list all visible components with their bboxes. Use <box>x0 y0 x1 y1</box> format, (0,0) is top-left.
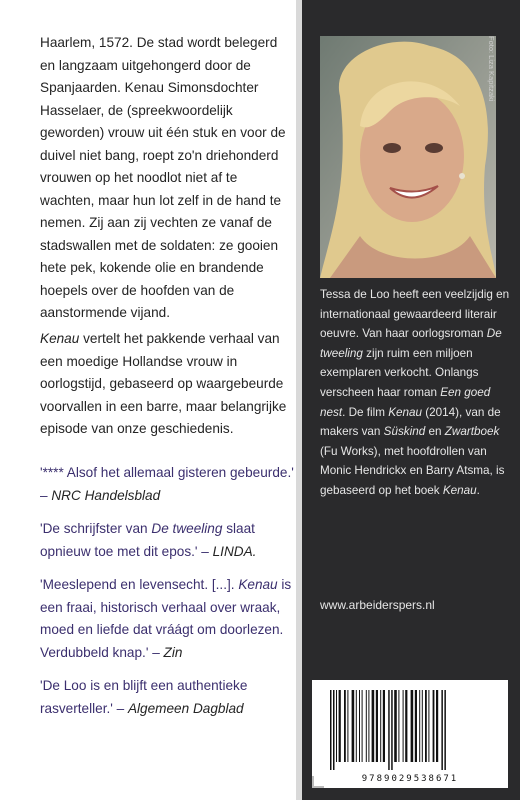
author-portrait-illustration <box>320 36 496 278</box>
author-bio-text: (2014), van de makers van <box>320 405 501 439</box>
photo-credit: Foto: Liza Kapitzaki <box>487 36 496 102</box>
barcode-bar <box>366 690 367 762</box>
barcode-bar <box>333 690 335 770</box>
barcode-bar <box>362 690 363 762</box>
review-quote-4 <box>40 675 296 720</box>
barcode-bar <box>433 690 435 762</box>
blurb-paragraph-2 <box>40 328 292 441</box>
barcode-bar <box>376 690 378 762</box>
review-quote-3-source: Zin <box>163 644 183 660</box>
author-bio-text: . De film <box>342 405 389 419</box>
barcode-bars <box>312 680 508 772</box>
barcode-bar <box>380 690 381 762</box>
review-quote-1-text: '**** Alsof het allemaal gisteren gebeurde.' – <box>40 465 294 503</box>
barcode-bar <box>394 690 397 762</box>
review-quote-3-pre: 'Meeslepend en levensecht. [...]. <box>40 577 239 592</box>
author-bio-title: De tweeling <box>320 327 502 360</box>
barcode-bar <box>383 690 385 762</box>
barcode-bar <box>411 690 414 762</box>
barcode-bar <box>359 690 360 762</box>
barcode-bar <box>425 690 427 762</box>
barcode-bar <box>347 690 348 762</box>
author-bio-title: Süskind <box>383 425 426 439</box>
barcode-bar <box>388 690 390 770</box>
barcode-bar <box>422 690 423 762</box>
author-bio-text: zijn ruim een miljoen exemplaren verkocht. Onlangs verscheen haar roman <box>320 346 479 399</box>
review-quote-2-title: De tweeling <box>151 521 223 536</box>
review-quote-1-source: NRC Handelsblad <box>51 487 161 503</box>
barcode-bar <box>391 690 393 770</box>
author-bio-text: (Fu Works), met hoofdrollen van Monic Hendrickx en Barry Atsma, is gebaseerd op het boek <box>320 444 505 497</box>
author-photo <box>320 36 496 278</box>
barcode-bar <box>356 690 357 762</box>
review-quote-2-post: slaat opnieuw toe met dit epos.' – <box>40 521 255 559</box>
review-quote-3-post: is een fraai, historisch verhaal over wraak, moed en liefde dat vráágt om doorlezen. Verdubbeld knap.' – <box>40 577 292 660</box>
barcode-bar <box>344 690 346 762</box>
book-title: Kenau <box>40 331 80 346</box>
review-quote-3 <box>40 574 296 664</box>
author-bio-title: Een goed nest <box>320 385 491 419</box>
barcode-corner-mark <box>312 776 324 788</box>
author-bio-title: Zwartboek <box>444 425 500 439</box>
isbn-number: 9789029538671 <box>361 774 459 784</box>
review-quote-2 <box>40 518 296 563</box>
barcode-bar <box>436 690 438 762</box>
review-quote-2-pre: 'De schrijfster van <box>40 521 152 536</box>
barcode-bar <box>336 690 337 762</box>
isbn-barcode <box>312 680 508 788</box>
review-quote-3-title: Kenau <box>238 577 278 592</box>
review-quote-2-source: LINDA. <box>212 543 257 559</box>
author-bio-title: Kenau <box>388 405 422 419</box>
barcode-bar <box>441 690 443 770</box>
blurb-paragraph-2-text: vertelt het pakkende verhaal van een moedige Hollandse vrouw in oorlogstijd, gebaseerd op waargebeurde voorvallen in een barre, maar belangrijke episode van onze geschiedenis. <box>40 331 287 436</box>
review-quote-4-source: Algemeen Dagblad <box>127 700 244 716</box>
author-bio-text: Tessa de Loo heeft een veelzijdig en internationaal gewaardeerd literair oeuvre. Van haar oorlogsroman <box>320 288 510 341</box>
barcode-bar <box>330 690 332 770</box>
barcode-bar <box>428 690 429 762</box>
publisher-website: www.arbeiderspers.nl <box>320 598 435 612</box>
barcode-bar <box>419 690 420 762</box>
spine-divider <box>296 0 302 800</box>
barcode-bar <box>339 690 341 762</box>
blurb-paragraph-1: Haarlem, 1572. De stad wordt belegerd en langzaam uitgehongerd door de Spanjaarden. Kenau Simonsdochter Hasselaer, de (spreekwoordelijk geworden) vrouw uit één stuk en voor de duivel niet bang, roept zo'n driehonderd vrouwen op het noodlot niet af te wachten, maar hun lot zelf in de hand te nemen. Zij aan zij vechten ze vanaf de stadswallen met de soldaten: ze gooien hete pek, kokende olie en brandende hoepels over de hoofden van de aanstormende vijand. <box>40 35 286 320</box>
barcode-bar <box>368 690 369 762</box>
review-quote-1 <box>40 462 296 507</box>
author-bio <box>320 285 510 501</box>
barcode-bar <box>403 690 404 762</box>
author-bio-title: Kenau <box>442 483 477 497</box>
author-bio-text: . <box>476 483 480 497</box>
barcode-bar <box>372 690 375 762</box>
barcode-bar <box>444 690 446 770</box>
barcode-bar <box>405 690 407 762</box>
author-bio-text: en <box>425 425 445 439</box>
barcode-bar <box>398 690 399 762</box>
barcode-bar <box>352 690 355 762</box>
barcode-bar <box>415 690 417 762</box>
review-quote-4-text: 'De Loo is en blijft een authentieke rasverteller.' – <box>40 678 248 716</box>
